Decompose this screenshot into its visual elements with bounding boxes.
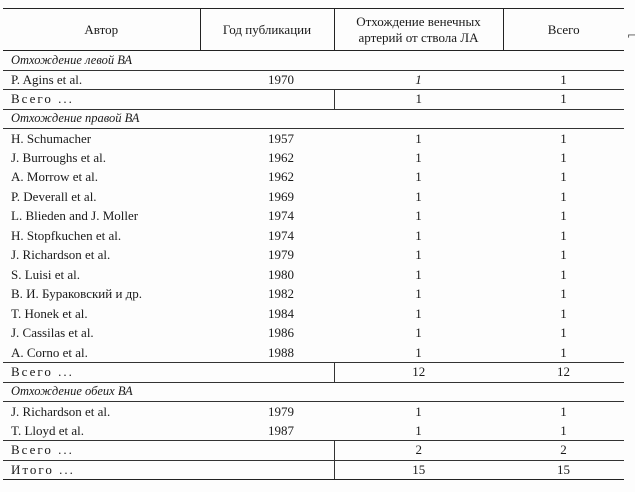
table-row	[3, 285, 624, 305]
cell-author: L. Blieden and J. Moller	[11, 208, 139, 224]
cell-year: 1957	[268, 130, 294, 146]
header-total: Всего	[503, 9, 624, 51]
cell-year: 1970	[268, 71, 294, 87]
subtotal-empty	[200, 90, 334, 110]
cell-year: 1982	[268, 286, 294, 302]
cell-total: 1	[560, 71, 567, 87]
cell-origin: 1	[415, 149, 422, 165]
table-body	[3, 51, 624, 480]
subtotal-row	[3, 90, 624, 110]
table-row	[3, 265, 624, 285]
cell-author: P. Agins et al.	[11, 71, 83, 87]
cell-origin: 1	[415, 286, 422, 302]
table-row	[3, 187, 624, 207]
cell-year: 1962	[268, 169, 294, 185]
cell-author: A. Morrow et al.	[11, 169, 99, 185]
section-title: Отхождение левой ВА	[3, 51, 624, 71]
cell-origin: 1	[415, 130, 422, 146]
cell-total: 1	[560, 227, 567, 243]
cell-total: 1	[560, 266, 567, 282]
subtotal-row	[3, 363, 624, 383]
cell-origin: 1	[415, 344, 422, 360]
table-row	[3, 246, 624, 266]
cell-author: T. Honek et al.	[11, 305, 88, 321]
cell-author: A. Corno et al.	[11, 344, 88, 360]
margin-mark-icon: ⌐	[627, 29, 636, 42]
cell-origin: 1	[415, 325, 422, 341]
header-origin: Отхождение венечных артерий от ствола ЛА	[334, 9, 503, 51]
cell-total: 1	[560, 305, 567, 321]
cell-author: H. Schumacher	[11, 130, 92, 146]
table-row	[3, 148, 624, 168]
cell-author: J. Burroughs et al.	[11, 149, 106, 165]
cell-total: 1	[560, 188, 567, 204]
table-row	[3, 207, 624, 227]
cell-year: 1988	[268, 344, 294, 360]
cell-year: 1987	[268, 422, 294, 438]
cell-total: 1	[560, 247, 567, 263]
table-row	[3, 304, 624, 324]
table-row	[3, 324, 624, 344]
subtotal-total: 1	[503, 90, 624, 110]
header-year: Год публикации	[200, 9, 334, 51]
grand-total-origin: 15	[334, 460, 503, 480]
subtotal-total: 12	[503, 363, 624, 383]
cell-year: 1979	[268, 247, 294, 263]
section-title-row	[3, 109, 624, 129]
table-row	[3, 226, 624, 246]
table-row	[3, 168, 624, 188]
subtotal-empty	[200, 441, 334, 461]
cell-author: J. Richardson et al.	[11, 403, 111, 419]
cell-origin: 1	[415, 403, 422, 419]
cell-year: 1986	[268, 325, 294, 341]
cell-total: 1	[560, 422, 567, 438]
cell-year: 1974	[268, 208, 294, 224]
cell-year: 1974	[268, 227, 294, 243]
cell-year: 1984	[268, 305, 294, 321]
cell-origin: 1	[415, 169, 422, 185]
cell-total: 1	[560, 325, 567, 341]
cell-origin: 1	[415, 422, 422, 438]
data-table	[3, 8, 624, 480]
cell-author: S. Luisi et al.	[11, 266, 80, 282]
section-title-row	[3, 382, 624, 402]
subtotal-empty	[200, 363, 334, 383]
cell-year: 1979	[268, 403, 294, 419]
cell-origin: 1	[415, 188, 422, 204]
cell-author: J. Cassilas et al.	[11, 325, 94, 341]
cell-author: В. И. Бураковский и др.	[11, 286, 143, 302]
cell-origin: 1	[415, 266, 422, 282]
grand-total-label: Итого ...	[3, 460, 200, 480]
cell-year: 1980	[268, 266, 294, 282]
cell-total: 1	[560, 403, 567, 419]
cell-total: 1	[560, 286, 567, 302]
table-row	[3, 343, 624, 363]
subtotal-row	[3, 441, 624, 461]
subtotal-origin: 1	[334, 90, 503, 110]
cell-author: P. Deverall et al.	[11, 188, 97, 204]
cell-total: 1	[560, 130, 567, 146]
cell-total: 1	[560, 208, 567, 224]
table-row	[3, 129, 624, 149]
subtotal-origin: 12	[334, 363, 503, 383]
header-author: Автор	[3, 9, 200, 51]
cell-author: T. Lloyd et al.	[11, 422, 85, 438]
table-row	[3, 70, 624, 90]
section-title-row	[3, 51, 624, 71]
cell-origin: 1	[415, 208, 422, 224]
section-title: Отхождение правой ВА	[3, 109, 624, 129]
grand-total-empty	[200, 460, 334, 480]
grand-total-total: 15	[503, 460, 624, 480]
header-row	[3, 9, 624, 51]
cell-origin: 1	[415, 247, 422, 263]
table-row	[3, 402, 624, 422]
subtotal-label: Всего ...	[3, 441, 200, 461]
cell-origin: 1	[415, 71, 422, 87]
cell-origin: 1	[415, 305, 422, 321]
subtotal-origin: 2	[334, 441, 503, 461]
section-title: Отхождение обеих ВА	[3, 382, 624, 402]
subtotal-label: Всего ...	[3, 363, 200, 383]
cell-author: J. Richardson et al.	[11, 247, 111, 263]
table-row	[3, 421, 624, 441]
cell-year: 1962	[268, 149, 294, 165]
cell-year: 1969	[268, 188, 294, 204]
cell-total: 1	[560, 169, 567, 185]
cell-total: 1	[560, 344, 567, 360]
cell-origin: 1	[415, 227, 422, 243]
cell-total: 1	[560, 149, 567, 165]
grand-total-row	[3, 460, 624, 480]
cell-author: H. Stopfkuchen et al.	[11, 227, 122, 243]
subtotal-total: 2	[503, 441, 624, 461]
subtotal-label: Всего ...	[3, 90, 200, 110]
